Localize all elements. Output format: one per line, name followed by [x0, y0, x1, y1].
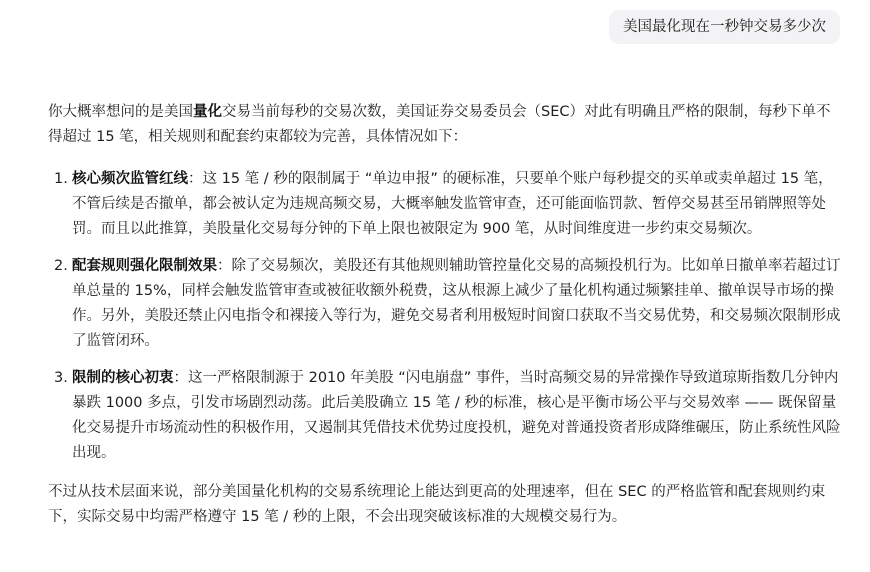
point-title: 限制的核心初衷	[72, 370, 174, 386]
point-body: ：除了交易频次，美股还有其他规则辅助管控量化交易的高频投机行为。比如单日撤单率若超过订单总量的 15%，同样会触发监管审查或被征收额外税费，这从根源上减少了量化机构通过频繁挂单、撤单误导市场的操作。另外，美股还禁止闪电指令和裸接入等行为，避免交易者利用极短时间窗口获取不当交易优势，和交易频次限制形成了监管闭环。	[72, 258, 841, 349]
point-title: 配套规则强化限制效果	[72, 258, 217, 274]
user-message-bubble[interactable]: 美国最化现在一秒钟交易多少次	[609, 10, 840, 44]
point-number: 1.	[54, 171, 68, 187]
point-number: 2.	[54, 258, 68, 274]
point-title: 核心频次监管红线	[72, 171, 188, 187]
point-body: ：这 15 笔 / 秒的限制属于 “单边申报” 的硬标准，只要单个账户每秒提交的买单或卖单超过 15 笔，不管后续是否撤单，都会被认定为违规高频交易，大概率触发监管审查，还可能面临罚款、暂停交易甚至吊销牌照等处罚。而且以此推算，美股量化交易每分钟的下单上限也被限定为 900 笔，从时间维度进一步约束交易频次。	[72, 171, 833, 237]
answer-point-1	[48, 167, 843, 242]
answer-point-2	[48, 254, 843, 354]
answer-point-list	[48, 167, 843, 466]
point-number: 3.	[54, 370, 68, 386]
answer-outro: 不过从技术层面来说，部分美国量化机构的交易系统理论上能达到更高的处理速率，但在 SEC 的严格监管和配套规则约束下，实际交易中均需严格遵守 15 笔 / 秒的上限，不会出现突破该标准的大规模交易行为。	[48, 484, 826, 525]
user-message-row	[609, 10, 840, 44]
point-body: ：这一严格限制源于 2010 年美股 “闪电崩盘” 事件，当时高频交易的异常操作导致道琼斯指数几分钟内暴跌 1000 多点，引发市场剧烈动荡。此后美股确立 15 笔 / 秒的标准，核心是平衡市场公平与交易效率 —— 既保留量化交易提升市场流动性的积极作用，又遏制其凭借技术优势过度投机，避免对普通投资者形成降维碾压，防止系统性风险出现。	[72, 370, 841, 461]
answer-point-3	[48, 366, 843, 466]
intro-bold-term: 量化	[193, 104, 222, 120]
intro-text-start: 你大概率想问的是美国	[48, 104, 193, 120]
answer-intro	[48, 100, 843, 150]
assistant-answer	[48, 100, 843, 530]
intro-text-end: 交易当前每秒的交易次数，美国证券交易委员会（SEC）对此有明确且严格的限制，每秒下单不得超过 15 笔，相关规则和配套约束都较为完善，具体情况如下：	[48, 104, 831, 145]
